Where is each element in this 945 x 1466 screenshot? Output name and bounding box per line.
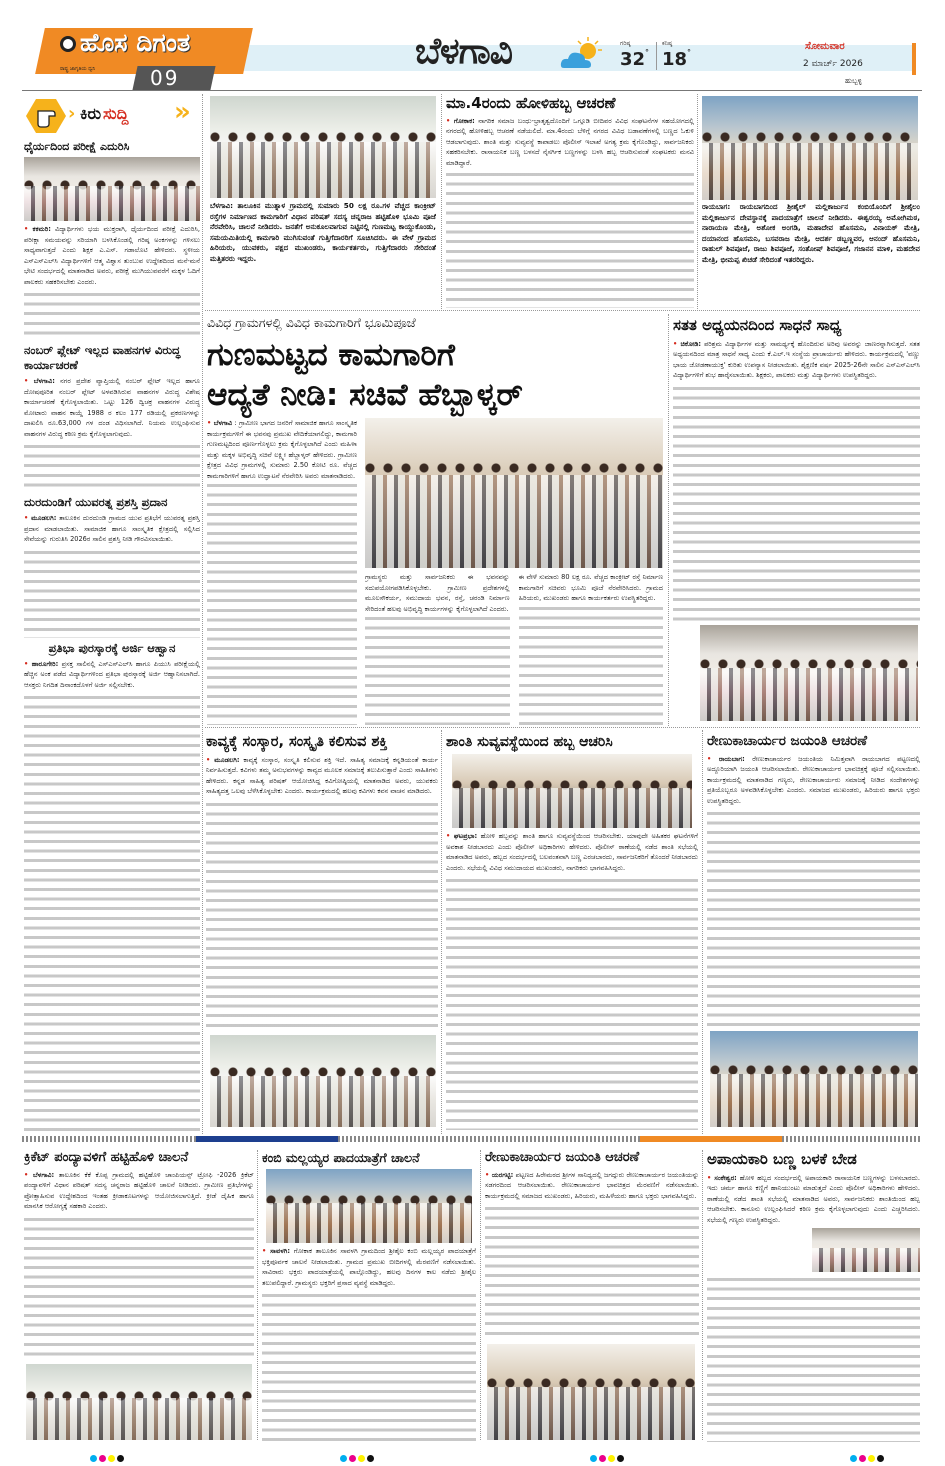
story-headline: ಶಾಂತಿ ಸುವ್ಯವಸ್ಥೆಯಿಂದ ಹಬ್ಬ ಆಚರಿಸಿ [446, 734, 613, 750]
story-text: ಗೋಕಾಕ ತಾಲೂಕಿನ ಸಾವಳಗಿ ಗ್ರಾಮದಿಂದ ಶ್ರೀಶೈಲ ಕಂಬಿ ಮಲ್ಲಯ್ಯರ ಪಾದಯಾತ್ರೆಗೆ ಭಕ್ತಿಪೂರ್ವಕ ಚಾಲನೆ ನೀಡಲಾಯಿತು. ಗ್ರಾಮದ ಪ್ರಮುಖ ಬೀದಿಗಳಲ್ಲಿ ಮೆರವಣಿಗೆ ನಡೆಸಲಾಯಿತು. ಸಾವಿರಾರು ಭಕ್ತರು ಪಾದಯಾತ್ರೆಯಲ್ಲಿ ಪಾಲ್ಗೊಂಡಿದ್ದು, ಹಲವು ದಿನಗಳ ಕಾಲ ನಡೆದು ಶ್ರೀಶೈಲ ತಲುಪಲಿದ್ದಾರೆ. ಗ್ರಾಮಸ್ಥರು ಭಕ್ತರಿಗೆ ಪ್ರಸಾದ ವ್ಯವಸ್ಥೆ ಮಾಡಿದ್ದರು. [262, 1247, 476, 1287]
main-body-col-2 [365, 572, 510, 725]
main-kicker: ವಿವಿಧ ಗ್ರಾಮಗಳಲ್ಲಿ ವಿವಿಧ ಕಾಮಗಾರಿಗೆ ಭೂಮಿಪೂಜೆ [207, 315, 416, 330]
text-filler [207, 481, 357, 725]
column-divider [668, 314, 669, 726]
text-filler [262, 1291, 476, 1442]
page-number: 09 [150, 66, 180, 90]
main-headline-line-2: ಆದ್ಯತೆ ನೀಡಿ: ಸಚಿವೆ ಹೆಬ್ಬಾಳ್ಕರ್ [207, 377, 523, 413]
story-headline: ದುರದುಂಡಿಗೆ ಯುವರತ್ನ ಪ್ರಶಸ್ತಿ ಪ್ರದಾನ [24, 495, 168, 510]
dateline: • ಮೂಡಲಗಿ: [206, 756, 239, 764]
meeting-photo [812, 1228, 920, 1272]
story-body [446, 831, 698, 873]
max-temp: 32 [620, 49, 646, 70]
story-body [673, 339, 920, 381]
story-text: ತಾಲೂಕಿನ ದುರದುಂಡಿ ಗ್ರಾಮದ ಯುವ ಪ್ರತಿಭೆಗೆ ಯುವರತ್ನ ಪ್ರಶಸ್ತಿ ಪ್ರದಾನ ಮಾಡಲಾಯಿತು. ಸಾಮಾಜಿಕ ಹಾಗೂ ಸಾಂಸ್ಕೃತಿಕ ಕ್ಷೇತ್ರದಲ್ಲಿ ಸಲ್ಲಿಸಿದ ಸೇವೆಯನ್ನು ಗುರುತಿಸಿ 2026ರ ಸಾಲಿನ ಪ್ರಶಸ್ತಿ ನೀಡಿ ಗೌರವಿಸಲಾಯಿತು. [24, 514, 200, 544]
text-filler [24, 442, 200, 492]
text-filler [446, 876, 698, 1130]
story-headline: ಸತತ ಅಧ್ಯಯನದಿಂದ ಸಾಧನೆ ಸಾಧ್ಯ [673, 316, 842, 334]
story-headline: ಮಾ.4ರಂದು ಹೋಳಿಹಬ್ಬ ಆಚರಣೆ [446, 94, 616, 112]
story-headline: ನಂಬರ್ ಪ್ಲೇಟ್ ಇಲ್ಲದ ವಾಹನಗಳ ವಿರುದ್ಧ ಕಾರ್ಯಾಚರಣೆ [24, 343, 181, 373]
logo-emblem-icon [60, 36, 76, 52]
story-headline: ಧೈರ್ಯದಿಂದ ಪರೀಕ್ಷೆ ಎದುರಿಸಿ [24, 140, 130, 153]
masthead-title: ಹೊಸ ದಿಗಂತ [80, 28, 191, 57]
min-temp-label: ಕನಿಷ್ಠ [662, 40, 673, 47]
text-filler [206, 800, 438, 1031]
dateline: • ಬೆಳಗಾವಿ: [24, 377, 55, 385]
edition-title: ಬೆಳಗಾವಿ [415, 31, 512, 72]
header-rule [22, 90, 922, 91]
story-body [24, 224, 200, 287]
dateline: • ಸಾವಳಗಿ: [262, 1247, 290, 1255]
jayanti-photo [487, 1344, 695, 1440]
row3-story-3 [707, 733, 920, 1027]
study-photo [700, 625, 918, 721]
column-divider [702, 1150, 703, 1440]
story-text: ಹೋಳಿ ಹಬ್ಬದ ಸಂದರ್ಭದಲ್ಲಿ ಅಪಾಯಕಾರಿ ರಾಸಾಯನಿಕ ಬಣ್ಣಗಳನ್ನು ಬಳಸಬಾರದು. ಇದು ಚರ್ಮ ಹಾಗೂ ಕಣ್ಣಿಗೆ ಹಾನಿಯುಂಟು ಮಾಡುತ್ತದೆ ಎಂದು ಪೊಲೀಸ್ ಅಧಿಕಾರಿಗಳು ಹೇಳಿದರು. ಠಾಣೆಯಲ್ಲಿ ನಡೆದ ಶಾಂತಿ ಸಭೆಯಲ್ಲಿ ಮಾತನಾಡಿದ ಅವರು, ಸಾರ್ವಜನಿಕರು ಶಾಂತಿಯಿಂದ ಹಬ್ಬ ಆಚರಿಸಬೇಕು. ಕಾನೂನು ಉಲ್ಲಂಘಿಸಿದರೆ ಕಠಿಣ ಕ್ರಮ ಕೈಗೊಳ್ಳಲಾಗುವುದು ಎಂದು ಎಚ್ಚರಿಸಿದರು. ಸಭೆಯಲ್ಲಿ ಗಣ್ಯರು ಉಪಸ್ಥಿತರಿದ್ದರು. [707, 1173, 920, 1224]
column-divider [697, 94, 698, 309]
hand-pinch-icon [26, 99, 66, 133]
story-text: ಗ್ರಾಮಸ್ಥರು ಮತ್ತು ಸಾರ್ವಜನಿಕರು ಈ ಭವನವನ್ನು ಸದುಪಯೋಗಪಡಿಸಿಕೊಳ್ಳಬೇಕು. ಗ್ರಾಮೀಣ ಪ್ರದೇಶಗಳಲ್ಲಿ ಮೂಲಸೌಕರ್ಯ, ಸಮುದಾಯ ಭವನ, ರಸ್ತೆ, ಚರಂಡಿ ನಿರ್ಮಾಣ ಸೇರಿದಂತೆ ಹಲವು ಅಭಿವೃದ್ಧಿ ಕಾರ್ಯಗಳನ್ನು ಕೈಗೊಳ್ಳಲಾಗಿದೆ ಎಂದರು. [365, 573, 510, 613]
kirusuddi-logo [24, 97, 200, 135]
story-body [24, 513, 200, 545]
cricket-photo [26, 1364, 252, 1440]
text-filler [24, 1215, 254, 1360]
row3-story-2 [446, 733, 698, 1130]
story-body [206, 755, 438, 797]
text-filler [707, 809, 920, 1027]
registration-marks [90, 1447, 126, 1466]
chevrons-icon: » [174, 97, 191, 127]
main-story [207, 314, 663, 725]
row-divider [205, 310, 920, 311]
text-filler [24, 548, 200, 638]
story-text: ವಿದ್ಯಾರ್ಥಿಗಳು ಭಯ ಮುಕ್ತರಾಗಿ, ಧೈರ್ಯದಿಂದ ಪರೀಕ್ಷೆ ಎದುರಿಸಿ, ಪರೀಕ್ಷಾ ಸಮಯವನ್ನು ಸರಿಯಾಗಿ ಬಳಸಿಕೊಂಡಲ್ಲಿ ಗರಿಷ್ಠ ಅಂಕಗಳನ್ನು ಗಳಿಸಲು ಸಾಧ್ಯವಾಗುತ್ತದೆ ಎಂದು ಶಿಕ್ಷಕ ಎ.ಎಸ್. ಗಡಾಲೊಟಿ ಹೇಳಿದರು. ಸ್ಥಳೀಯ ಎಸ್‌ಎಸ್‌ಎಲ್‌ಸಿ ವಿದ್ಯಾರ್ಥಿಗಳಿಗೆ ಆತ್ಮ ವಿಶ್ವಾಸ ತುಂಬುವ ಉದ್ದೇಶದಿಂದ ಮನೆ-ಮನೆ ಭೇಟಿ ಸಂದರ್ಭದಲ್ಲಿ ಮಾತನಾಡಿದ ಅವರು, ಪರೀಕ್ಷೆ ಮುಗಿಯುವವರೆಗೆ ಮಕ್ಕಳ ಓದಿಗೆ ಪಾಲಕರು ಸಹಕರಿಸಬೇಕು ಎಂದರು. [24, 225, 200, 286]
story-headline: ಪ್ರತಿಭಾ ಪುರಸ್ಕಾರಕ್ಕೆ ಅರ್ಜಿ ಆಹ್ವಾನ [48, 640, 176, 655]
photo-caption: ಬೆಳಗಾವಿ: ತಾಲೂಕಿನ ಮುತ್ನಾಳ ಗ್ರಾಮದಲ್ಲಿ ಸುಮಾರು 50 ಲಕ್ಷ ರೂ.ಗಳ ವೆಚ್ಚದ ಕಾಂಕ್ರೀಟ್ ರಸ್ತೆಗಳ ನಿರ್ಮಾಣದ ಕಾಮಗಾರಿಗೆ ವಿಧಾನ ಪರಿಷತ್ ಸದಸ್ಯ ಚನ್ನರಾಜ ಹಟ್ಟಿಹೊಳಿ ಭೂಮಿ ಪೂಜೆ ನೆರವೇರಿಸಿ, ಚಾಲನೆ ನೀಡಿದರು. ಜನತೆಗೆ ಅನುಕೂಲವಾಗುವ ನಿಟ್ಟಿನಲ್ಲಿ ಗುಣಮಟ್ಟ ಕಾಯ್ದುಕೊಂಡು, ಸಮಯಮಿತಿಯಲ್ಲಿ ಕಾಮಗಾರಿ ಮುಗಿಸುವಂತೆ ಗುತ್ತಿಗೆದಾರರಿಗೆ ಸೂಚಿಸಿದರು. ಈ ವೇಳೆ ಗ್ರಾಮದ ಹಿರಿಯರು, ಯುವಕರು, ಪಕ್ಷದ ಮುಖಂಡರು, ಕಾರ್ಯಕರ್ತರು, ಗುತ್ತಿಗೆದಾರರು ಸೇರಿದಂತೆ ಮತ್ತಿತರರು ಇದ್ದರು. [210, 201, 436, 263]
bottom-story-3 [485, 1150, 699, 1340]
story-text: ಕಾವ್ಯಕ್ಕೆ ಸಂಸ್ಕಾರ, ಸಂಸ್ಕೃತಿ ಕಲಿಸುವ ಶಕ್ತಿ ಇದೆ. ಸಾಹಿತ್ಯ ಸಮಾಜಕ್ಕೆ ಕನ್ನಡಿಯಂತೆ ಕಾರ್ಯ ನಿರ್ವಹಿಸುತ್ತದೆ. ಕವಿಗಳು ತಮ್ಮ ಅನುಭವಗಳನ್ನು ಕಾವ್ಯದ ಮೂಲಕ ಸಮಾಜಕ್ಕೆ ತಲುಪಿಸುತ್ತಾರೆ ಎಂದು ಸಾಹಿತಿಗಳು ಹೇಳಿದರು. ಕನ್ನಡ ಸಾಹಿತ್ಯ ಪರಿಷತ್ ಆಯೋಜಿಸಿದ್ದ ಕವಿಗೋಷ್ಠಿಯಲ್ಲಿ ಮಾತನಾಡಿದ ಅವರು, ಯುವಕರು ಸಾಹಿತ್ಯದತ್ತ ಒಲವು ಬೆಳೆಸಿಕೊಳ್ಳಬೇಕು ಎಂದರು. ಕಾರ್ಯಕ್ರಮದಲ್ಲಿ ಹಲವು ಕವಿಗಳು ಕವನ ವಾಚನ ಮಾಡಿದರು. [206, 755, 438, 796]
text-filler [24, 693, 200, 1135]
main-body-col-1 [207, 418, 357, 725]
row3-story-1 [206, 733, 438, 1031]
story-text: ಗ್ರಾಮೀಣ ಭಾಗದ ಜನರಿಗೆ ಸಾಮಾಜಿಕ ಹಾಗೂ ಸಾಂಸ್ಕೃತಿಕ ಕಾರ್ಯಕ್ರಮಗಳಿಗೆ ಈ ಭವನವು ಪ್ರಮುಖ ವೇದಿಕೆಯಾಗಲಿದ್ದು, ಕಾಮಗಾರಿ ಗುಣಮಟ್ಟದಿಂದ ಪೂರ್ಣಗೊಳ್ಳಲು ಕ್ರಮ ಕೈಗೊಳ್ಳಲಾಗಿದೆ ಎಂದು ಮಹಿಳಾ ಮತ್ತು ಮಕ್ಕಳ ಅಭಿವೃದ್ಧಿ ಸಚಿವೆ ಲಕ್ಷ್ಮೀ ಹೆಬ್ಬಾಳ್ಕರ್ ಹೇಳಿದರು. ಗ್ರಾಮೀಣ ಕ್ಷೇತ್ರದ ವಿವಿಧ ಗ್ರಾಮಗಳಲ್ಲಿ ಸುಮಾರು 2.50 ಕೋಟಿ ರೂ. ವೆಚ್ಚದ ಕಾಮಗಾರಿಗಳಿಗೆ ಹಾಗೂ ಉದ್ಘಾಟನೆ ನೆರವೇರಿಸಿ ಅವರು ಮಾತನಾಡಿದರು. [207, 419, 357, 480]
text-filler [365, 614, 510, 725]
row3-photo-2 [452, 754, 692, 828]
dateline: • ಗೋಕಾಕ: [446, 117, 475, 125]
row-divider [205, 727, 920, 728]
story-text: ರೇಣುಕಾಚಾರ್ಯರ ಜಯಂತಿಯ ನಿಮಿತ್ತವಾಗಿ ರಾಯಬಾಗದ ಪಟ್ಟಣದಲ್ಲಿ ಅದ್ದೂರಿಯಾಗಿ ಜಯಂತಿ ಆಚರಿಸಲಾಯಿತು. ರೇಣುಕಾಚಾರ್ಯರ ಭಾವಚಿತ್ರಕ್ಕೆ ಪೂಜೆ ಸಲ್ಲಿಸಲಾಯಿತು. ಕಾರ್ಯಕ್ರಮದಲ್ಲಿ ಮಾತನಾಡಿದ ಗಣ್ಯರು, ರೇಣುಕಾಚಾರ್ಯರು ಸಮಾಜಕ್ಕೆ ನೀಡಿದ ಸಂದೇಶಗಳನ್ನು ಪ್ರತಿಯೊಬ್ಬರೂ ಅಳವಡಿಸಿಕೊಳ್ಳಬೇಕು ಎಂದರು. ಸಮಾಜದ ಮುಖಂಡರು, ಹಿರಿಯರು ಹಾಗೂ ಭಕ್ತರು ಉಪಸ್ಥಿತರಿದ್ದರು. [707, 754, 920, 805]
bottom-story-4 [707, 1150, 920, 1442]
story-body [24, 659, 200, 691]
story-text: ಈ ವೇಳೆ ಸುಮಾರು 80 ಲಕ್ಷ ರೂ. ವೆಚ್ಚದ ಕಾಂಕ್ರೀಟ್ ರಸ್ತೆ ನಿರ್ಮಾಣ ಕಾಮಗಾರಿಗೆ ಸಚಿವರು ಭೂಮಿ ಪೂಜೆ ನೆರವೇರಿಸಿದರು. ಗ್ರಾಮದ ಹಿರಿಯರು, ಮುಖಂಡರು ಹಾಗೂ ಕಾರ್ಯಕರ್ತರು ಉಪಸ್ಥಿತರಿದ್ದರು. [518, 573, 663, 602]
degree-unit: ° [687, 48, 691, 57]
main-right-area [365, 418, 663, 725]
chevron-icon: › [68, 103, 76, 124]
separator-blue-segment [196, 1136, 338, 1142]
story-body [24, 1170, 254, 1212]
bottom-story-1 [24, 1150, 254, 1360]
masthead-band [150, 45, 915, 71]
story-text: ಹೋಳಿ ಹಬ್ಬವನ್ನು ಶಾಂತಿ ಹಾಗೂ ಸುವ್ಯವಸ್ಥೆಯಿಂದ ಆಚರಿಸಬೇಕು. ಯಾವುದೇ ಅಹಿತಕರ ಘಟನೆಗಳಿಗೆ ಅವಕಾಶ ನೀಡಬಾರದು ಎಂದು ಪೊಲೀಸ್ ಅಧಿಕಾರಿಗಳು ಹೇಳಿದರು. ಪೊಲೀಸ್ ಠಾಣೆಯಲ್ಲಿ ನಡೆದ ಶಾಂತಿ ಸಭೆಯಲ್ಲಿ ಮಾತನಾಡಿದ ಅವರು, ಹಬ್ಬದ ಸಂದರ್ಭದಲ್ಲಿ ಬಲವಂತವಾಗಿ ಬಣ್ಣ ಎರಚಬಾರದು, ಸಾರ್ವಜನಿಕರಿಗೆ ತೊಂದರೆ ನೀಡಬಾರದು ಎಂದರು. ಸಭೆಯಲ್ಲಿ ವಿವಿಧ ಸಮುದಾಯದ ಮುಖಂಡರು, ನಾಗರಿಕರು ಭಾಗವಹಿಸಿದ್ದರು. [446, 832, 698, 872]
story-headline: ರೇಣುಕಾಚಾರ್ಯರ ಜಯಂತಿ ಆಚರಣೆ [707, 733, 868, 749]
main-story-photo [365, 418, 663, 568]
story-text: ನಗರ ಪ್ರದೇಶ ವ್ಯಾಪ್ತಿಯಲ್ಲಿ ನಂಬರ್ ಪ್ಲೇಟ್ ಇಲ್ಲದ ಹಾಗೂ ದೋಷಪೂರಿತ ನಂಬರ್ ಪ್ಲೇಟ್ ಅಳವಡಿಸಿರುವ ವಾಹನಗಳ ವಿರುದ್ಧ ವಿಶೇಷ ಕಾರ್ಯಾಚರಣೆ ಕೈಗೊಳ್ಳಲಾಯಿತು. ಒಟ್ಟು 126 ದ್ವಿಚಕ್ರ ವಾಹನಗಳ ವಿರುದ್ಧ ಮೋಟಾರು ವಾಹನ ಕಾಯ್ದೆ 1988 ರ ಕಲಂ 177 ರಡಿಯಲ್ಲಿ ಪ್ರಕರಣಗಳನ್ನು ದಾಖಲಿಸಿ ರೂ.63,000 ಗಳ ದಂಡ ವಿಧಿಸಲಾಗಿದೆ. ನಿಯಮ ಉಲ್ಲಂಘಿಸುವ ವಾಹನಗಳ ವಿರುದ್ಧ ಕಠಿಣ ಕ್ರಮ ಕೈಗೊಳ್ಳಲಾಗುವುದು. [24, 377, 200, 438]
text-filler [707, 1275, 920, 1442]
kambi-photo [266, 1169, 472, 1243]
story-headline: ಕ್ರಿಕೆಟ್ ಪಂದ್ಯಾವಳಿಗೆ ಹಟ್ಟಿಹೊಳಿ ಚಾಲನೆ [24, 1150, 189, 1165]
padayatre-photo [702, 96, 918, 200]
main-headline [207, 335, 663, 415]
degree-unit: ° [645, 48, 649, 57]
edition-city: ಹುಬ್ಬಳ್ಳಿ [845, 77, 862, 85]
column-divider [480, 1150, 481, 1440]
text-filler [446, 170, 694, 308]
column-divider [702, 730, 703, 1134]
column-divider [441, 730, 442, 1134]
dateline: • ಬೆಳಗಾವಿ [207, 419, 232, 427]
story-text: ತಾಲೂಕಿನ ಕೆಕೆ ಕೊಪ್ಪ ಗ್ರಾಮದಲ್ಲಿ ಹಟ್ಟಿಹೊಳಿ ಚಾಂಪಿಯನ್ಸ್ ಟ್ರೋಫಿ -2026 ಕ್ರಿಕೆಟ್ ಪಂದ್ಯಾವಳಿಗೆ ವಿಧಾನ ಪರಿಷತ್ ಸದಸ್ಯ ಚನ್ನರಾಜ ಹಟ್ಟಿಹೊಳಿ ಚಾಲನೆ ನೀಡಿದರು. ಗ್ರಾಮೀಣ ಪ್ರತಿಭೆಗಳನ್ನು ಪ್ರೋತ್ಸಾಹಿಸುವ ಉದ್ದೇಶದಿಂದ ಇಂತಹ ಕ್ರೀಡಾಕೂಟಗಳನ್ನು ಆಯೋಜಿಸಲಾಗುತ್ತಿದೆ. ಕ್ರೀಡೆ ದೈಹಿಕ ಹಾಗೂ ಮಾನಸಿಕ ಆರೋಗ್ಯಕ್ಕೆ ಸಹಕಾರಿ ಎಂದರು. [24, 1170, 254, 1211]
bottom-story-2 [262, 1150, 476, 1442]
study-story [673, 316, 920, 621]
registration-marks [850, 1447, 886, 1466]
max-temp-label: ಗರಿಷ್ಠ [620, 40, 631, 47]
text-filler [24, 290, 200, 340]
main-lower-cols [365, 572, 663, 725]
text-filler [673, 384, 920, 622]
column-divider [441, 94, 442, 309]
story-headline: ಅಪಾಯಕಾರಿ ಬಣ್ಣ ಬಳಕೆ ಬೇಡ [707, 1150, 857, 1168]
photo-caption: ರಾಯಬಾಗ: ರಾಯಬಾಗದಿಂದ ಶ್ರೀಶೈಲ್ ಮಲ್ಲಿಕಾರ್ಜುನ ಕಂಬಿಯೊಂದಿಗೆ ಶ್ರೀಶೈಲಂ ಮಲ್ಲಿಕಾರ್ಜುನ ದೇವಸ್ಥಾನಕ್ಕೆ ಪಾದಯಾತ್ರೆಗೆ ಚಾಲನೆ ನೀಡಿದರು. ಈಶ್ವರಯ್ಯ ಅಮೋಗಿಮಠ, ನಾರಾಯಣ ಮೇತ್ರಿ, ಅಶೋಕ ಅಂಗಡಿ, ಮಹಾದೇವ ಹೊಸಮನಿ, ವಿನಾಯಕ್ ಮೇತ್ರಿ, ದಯಾನಂದ ಹೊಸಮನಿ, ಬಸವರಾಜ ಮೇತ್ರಿ, ಆದರ್ಶ ಡಬ್ಬಣ್ಣವರ, ಆನಂದ್ ಹೊಸಮನಿ, ರಾಹುಲ್ ಶಿವಪೂಜೆ, ರಾಜು ಶಿವಪೂಜೆ, ಸಂತೋಷ್ ಶಿವಪೂಜೆ, ಗಜಾನನ ಮಾಳಿ, ಮಹದೇವ ಮೇತ್ರಿ, ಭೀಮಪ್ಪ ಖಿಚಡೆ ಸೇರಿದಂತೆ ಇತರರಿದ್ದರು. [702, 202, 920, 264]
story-body [707, 1173, 920, 1226]
kirusuddi-label-a: ಕಿರು [80, 104, 102, 123]
dateline: • ಸಂಕೇಶ್ವರ: [707, 1174, 737, 1182]
story-headline: ರೇಣುಕಾಚಾರ್ಯರ ಜಯಂತಿ ಆಚರಣೆ [485, 1150, 640, 1165]
row3-photo-1 [210, 1035, 436, 1127]
story-headline: ಕಾವ್ಯಕ್ಕೆ ಸಂಸ್ಕಾರ, ಸಂಸ್ಕೃತಿ ಕಲಿಸುವ ಶಕ್ತಿ [206, 734, 388, 750]
section-separator [22, 1136, 920, 1142]
column-divider [257, 1150, 258, 1440]
dateline: • ಕಕಮರಿ: [24, 225, 51, 233]
text-filler [485, 1204, 699, 1340]
story-body [485, 1170, 699, 1202]
column-divider [202, 94, 203, 1134]
story-body [262, 1246, 476, 1288]
story-text: ಪಟ್ಟಣದ ಹಿರೇಮಠದ ಶ್ರೀಗಳ ಸಾನಿಧ್ಯದಲ್ಲಿ ಜಗದ್ಗುರು ರೇಣುಕಾಚಾರ್ಯರ ಜಯಂತಿಯನ್ನು ಸಡಗರದಿಂದ ಆಚರಿಸಲಾಯಿತು. ರೇಣುಕಾಚಾರ್ಯರ ಭಾವಚಿತ್ರದ ಮೆರವಣಿಗೆ ನಡೆಸಲಾಯಿತು. ಕಾರ್ಯಕ್ರಮದಲ್ಲಿ ಸಮಾಜದ ಮುಖಂಡರು, ಹಿರಿಯರು, ಮಹಿಳೆಯರು ಹಾಗೂ ಭಕ್ತರು ಭಾಗವಹಿಸಿದ್ದರು. [485, 1170, 699, 1200]
dateline: • ಚಿಕೋಡಿ: [673, 340, 701, 348]
issue-date: 2 ಮಾರ್ಚ್ 2026 [803, 59, 863, 69]
dateline: • ಘಟಪ್ರಭಾ: [446, 832, 477, 840]
main-body-area [207, 418, 663, 725]
story-body [446, 116, 694, 169]
main-headline-line-1: ಗುಣಮಟ್ಟದ ಕಾಮಗಾರಿಗೆ [207, 337, 455, 373]
story-body [24, 376, 200, 439]
text-filler [519, 604, 664, 726]
story-body: • ಬೆಳಗಾವಿ : ಗ್ರಾಮೀಣ ಭಾಗದ ಜನರಿಗೆ ಸಾಮಾಜಿಕ ಹಾಗೂ ಸಾಂಸ್ಕೃತಿಕ ಕಾರ್ಯಕ್ರಮಗಳಿಗೆ ಈ ಭವನವು ಪ್ರಮುಖ ವೇದಿಕೆಯಾಗಲಿದ್ದು, ಕಾಮಗಾರಿ ಗುಣಮಟ್ಟದಿಂದ ಪೂರ್ಣಗೊಳ್ಳಲು ಕ್ರಮ ಕೈಗೊಳ್ಳಲಾಗಿದೆ ಎಂದು ಮಹಿಳಾ ಮತ್ತು ಮಕ್ಕಳ ಅಭಿವೃದ್ಧಿ ಸಚಿವೆ ಲಕ್ಷ್ಮೀ ಹೆಬ್ಬಾಳ್ಕರ್ ಹೇಳಿದರು. ಗ್ರಾಮೀಣ ಕ್ಷೇತ್ರದ ವಿವಿಧ ಗ್ರಾಮಗಳಲ್ಲಿ ಸುಮಾರು 2.50 ಕೋಟಿ ರೂ. ವೆಚ್ಚದ ಕಾಮಗಾರಿಗಳಿಗೆ ಹಾಗೂ ಉದ್ಘಾಟನೆ ನೆರವೇರಿಸಿ ಅವರು ಮಾತನಾಡಿದರು. [207, 418, 357, 481]
min-temp: 18 [662, 49, 688, 70]
dateline: • ಬೆಳಗಾವಿ: [24, 1171, 54, 1179]
header-accent-bar [912, 43, 916, 75]
bhoomipuja-photo [210, 96, 436, 198]
left-column [24, 140, 200, 1135]
weather-divider [656, 42, 657, 70]
kirusuddi-label-b: ಸುದ್ದಿ [103, 104, 129, 123]
partly-cloudy-icon [560, 36, 604, 70]
main-body-col-3 [519, 572, 664, 725]
story-text: ಪರಿಶ್ರಮ ವಿದ್ಯಾರ್ಥಿಗಳ ಮತ್ತು ಸಾಮರ್ಥ್ಯಕ್ಕೆ ಹೊಂದಿರುವ ಅರಿವು ಅವರನ್ನು ಜಾಣರನ್ನಾಗಿಸುತ್ತದೆ. ಸತತ ಅಧ್ಯಯನದಿಂದ ಮಾತ್ರ ಸಾಧನೆ ಸಾಧ್ಯ ಎಂದು ಕೆ.ಎಲ್.ಇ ಸಂಸ್ಥೆಯ ಪ್ರಾಚಾರ್ಯರು ಹೇಳಿದರು. ಕಾರ್ಯಕ್ರಮದಲ್ಲಿ 'ವಣ್ಣು ಭಾಯ ಜೋಡಣಾಯುಕ್ತ' ಕುರಿತು ಉಪನ್ಯಾಸ ನೀಡಲಾಯಿತು. ಶೈಕ್ಷಣಿಕ ವರ್ಷ 2025-26ನೇ ಸಾಲಿನ ಎಸ್‌ಎಸ್‌ಎಲ್‌ಸಿ ವಿದ್ಯಾರ್ಥಿಗಳಿಗೆ ಶುಭ ಹಾರೈಸಲಾಯಿತು. ಶಿಕ್ಷಕರು, ಪಾಲಕರು ಮತ್ತು ವಿದ್ಯಾರ್ಥಿಗಳು ಉಪಸ್ಥಿತರಿದ್ದರು. [673, 339, 920, 379]
masthead-tagline: ರಾಷ್ಟ್ರ ಜಾಗೃತಿಯ ಧ್ವನಿ [60, 66, 96, 72]
story-body [707, 754, 920, 807]
kirusuddi-label [80, 103, 172, 125]
story-text: ಪ್ರಸಕ್ತ ಸಾಲಿನಲ್ಲಿ ಎಸ್‌ಎಸ್‌ಎಲ್‌ಸಿ ಹಾಗೂ ಪಿಯುಸಿ ಪರೀಕ್ಷೆಯಲ್ಲಿ ಹೆಚ್ಚಿನ ಅಂಕ ಪಡೆದ ವಿದ್ಯಾರ್ಥಿಗಳಿಂದ ಪ್ರತಿಭಾ ಪುರಸ್ಕಾರಕ್ಕೆ ಅರ್ಜಿ ಆಹ್ವಾನಿಸಲಾಗಿದೆ. ಆಸಕ್ತರು ನಿಗದಿತ ದಿನಾಂಕದೊಳಗೆ ಅರ್ಜಿ ಸಲ್ಲಿಸಬೇಕು. [24, 659, 200, 689]
dateline: • ಯರಗಟ್ಟಿ: [485, 1171, 513, 1179]
row3-photo-3 [710, 1031, 918, 1127]
weekday: ಸೋಮವಾರ [805, 41, 845, 52]
separator-orange-segment [640, 1136, 782, 1142]
registration-marks [590, 1447, 626, 1466]
dateline: • ಹಾರೂಗೇರಿ: [24, 660, 58, 668]
story-text: ನಾಗರಿಕ ಸಮಾಜ ಬಂಧು-ಭ್ರಾತೃತ್ವದೊಂದಿಗೆ ಒಗ್ಗೂಡಿ ಬೀದಿವರ ವಿವಿಧ ಸಂಘಟನೆಗಳ ಸಹಯೋಗದಲ್ಲಿ ನಗರದಲ್ಲಿ ಹೋಳಿಹಬ್ಬ ಆಚರಣೆ ನಡೆಯಲಿದೆ. ಮಾ.4ರಂದು ಬೆಳಿಗ್ಗೆ ನಗರದ ವಿವಿಧ ಬಡಾವಣೆಗಳಲ್ಲಿ ಬಣ್ಣದ ಓಕುಳಿ ಆಡಲಾಗುವುದು. ಶಾಂತಿ ಮತ್ತು ಸುವ್ಯವಸ್ಥೆ ಕಾಪಾಡಲು ಪೊಲೀಸ್ ಇಲಾಖೆ ಅಗತ್ಯ ಕ್ರಮ ಕೈಗೊಂಡಿದ್ದು, ಸಾರ್ವಜನಿಕರು ಸಹಕರಿಸಬೇಕು. ರಾಸಾಯನಿಕ ಬಣ್ಣ ಬಳಸದೆ ನೈಸರ್ಗಿಕ ಬಣ್ಣಗಳನ್ನು ಬಳಸಿ ಹಬ್ಬ ಆಚರಿಸುವಂತೆ ಸಂಘಟಕರು ಮನವಿ ಮಾಡಿದ್ದಾರೆ. [446, 116, 694, 167]
holi-story [446, 94, 694, 308]
dateline: • ಮೂಡಲಗಿ: [24, 514, 56, 522]
story-headline: ಕಂಬಿ ಮಲ್ಲಯ್ಯರ ಪಾದಯಾತ್ರೆಗೆ ಚಾಲನೆ [262, 1150, 420, 1165]
dateline: • ರಾಯಬಾಗ: [707, 755, 745, 763]
story-photo [24, 157, 200, 221]
registration-marks [340, 1447, 376, 1466]
